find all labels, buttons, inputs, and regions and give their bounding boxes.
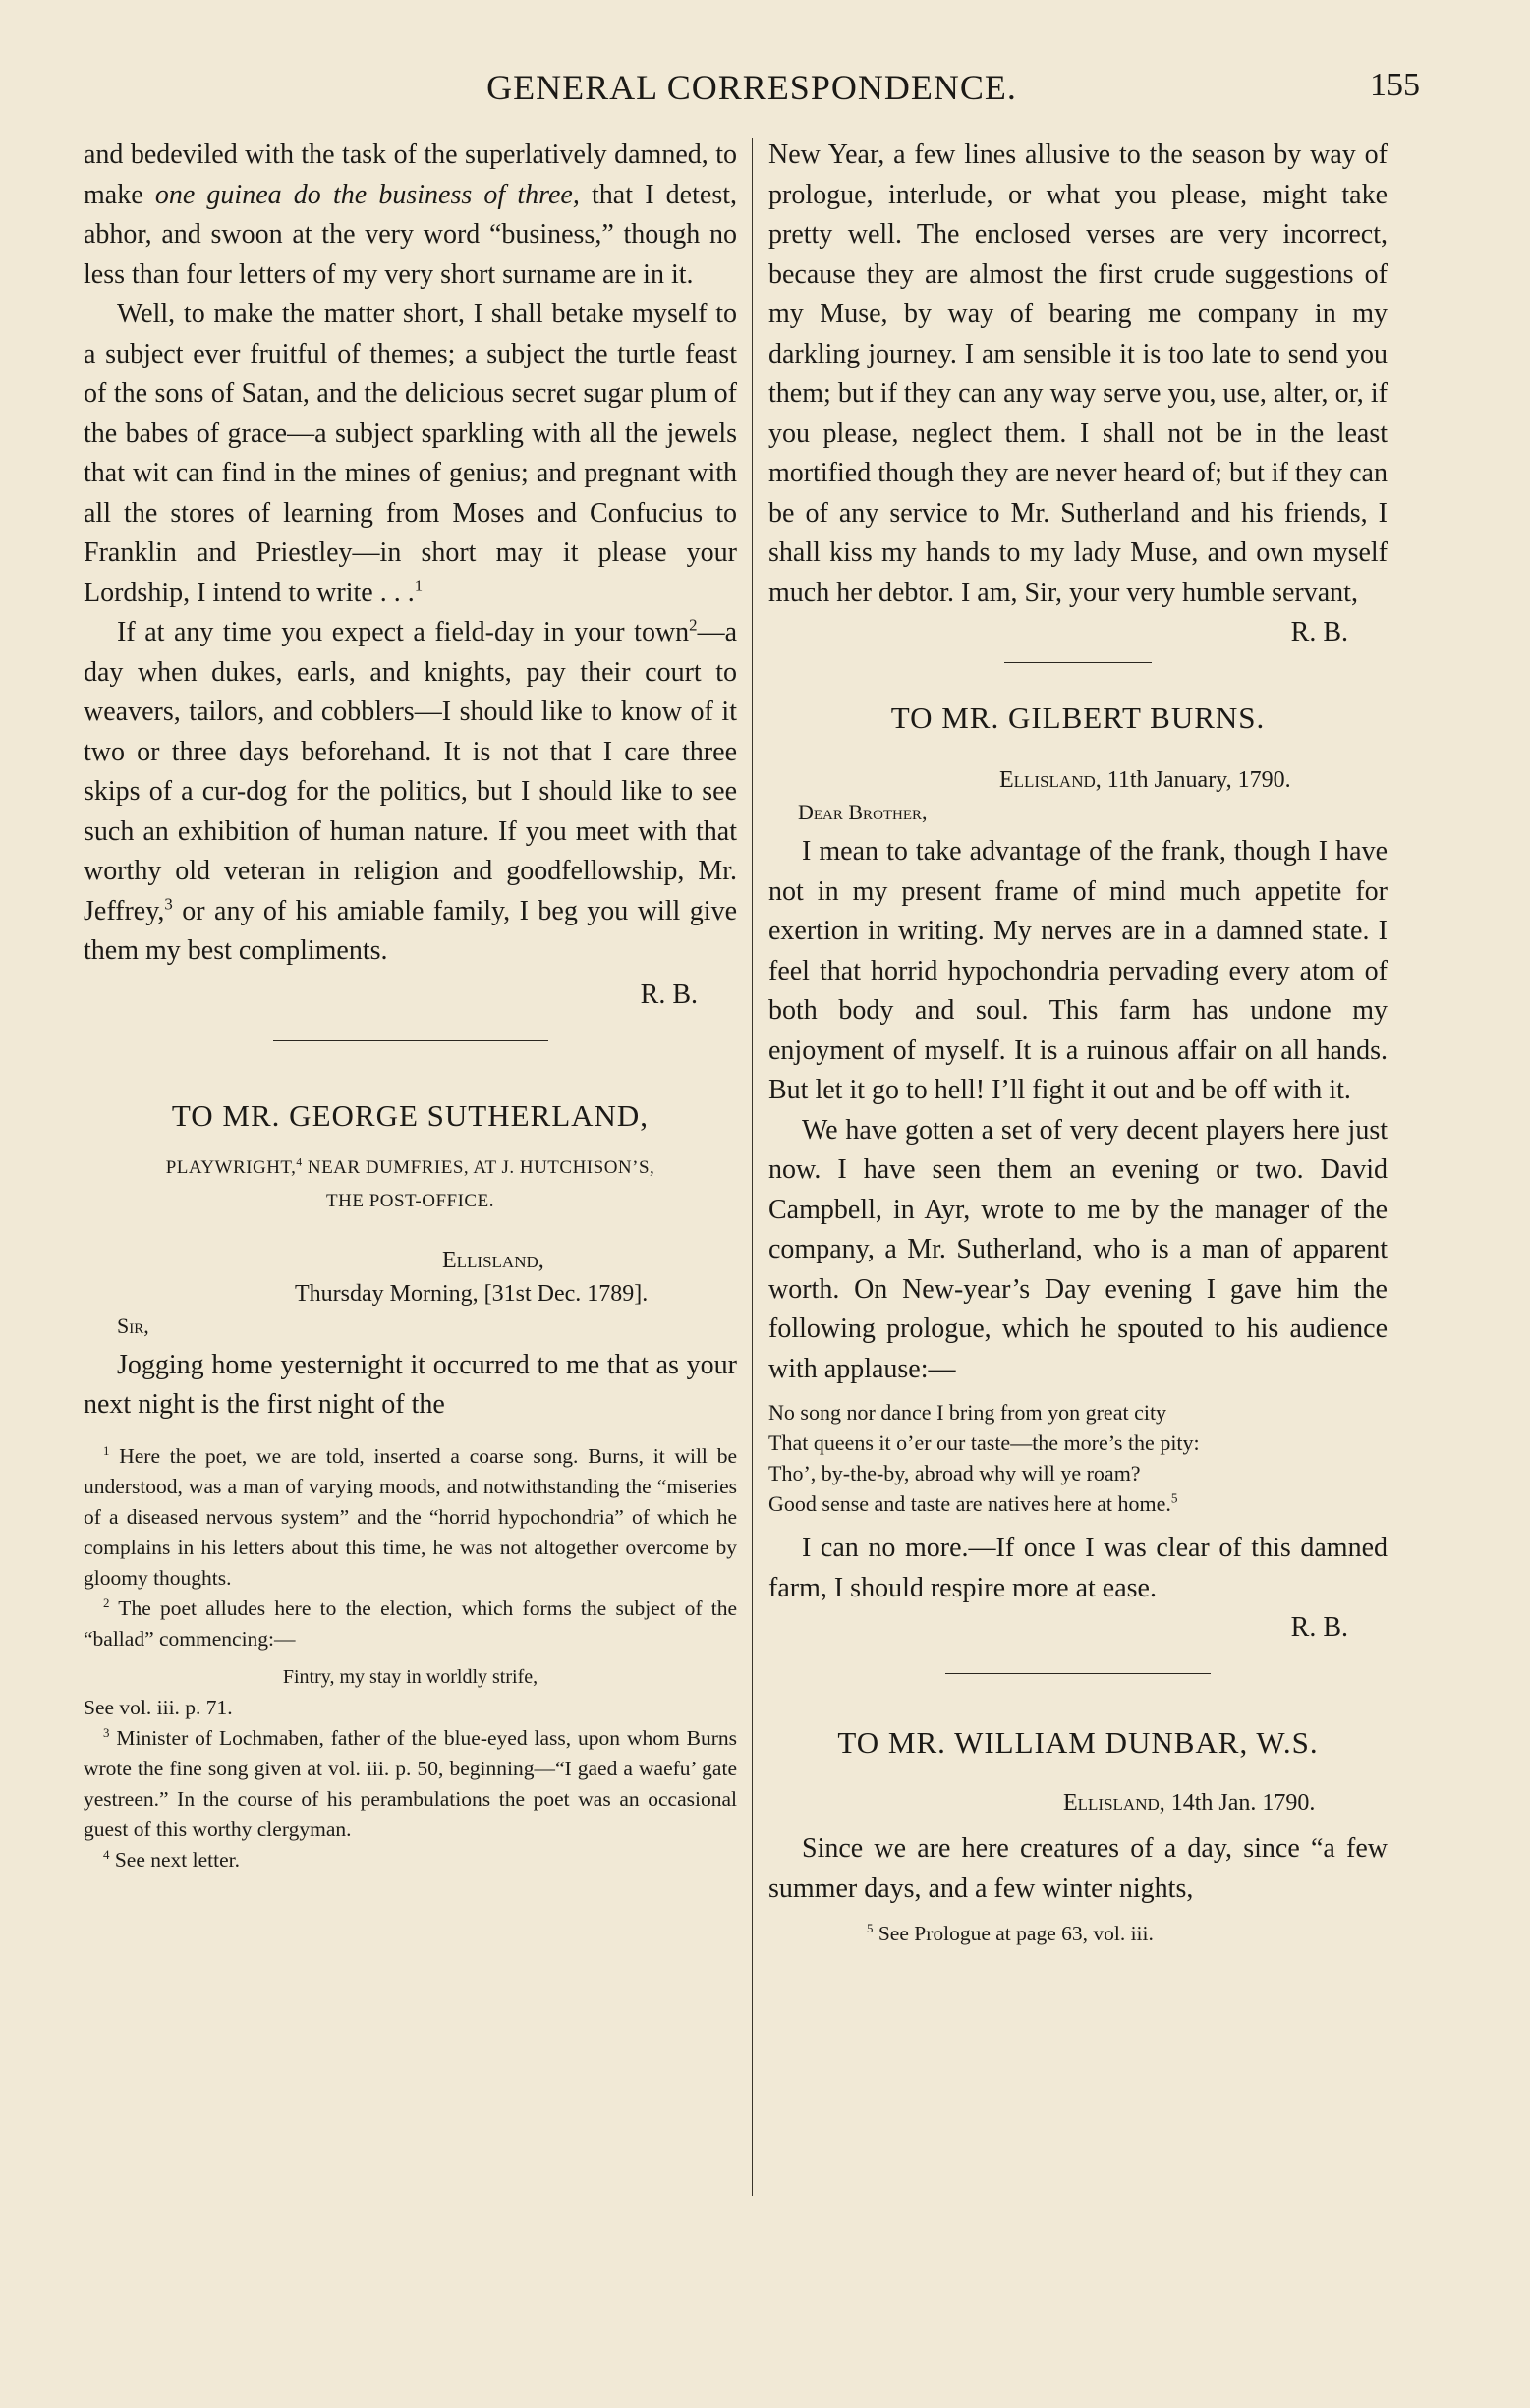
text-run: or any of his amiable family, I beg you will give them my best compliments. [84,895,737,966]
text-run: and bedeviled with the task of the superlatively damned, to make [84,140,737,210]
footnote-number: 4 [103,1847,110,1862]
footnote-ref-line: See vol. iii. p. 71. [84,1695,233,1719]
left-paragraph-1 [84,136,737,295]
left-column [84,136,737,1876]
letter-paragraph: Since we are here creatures of a day, since “a few summer days, and a few winter nights, [768,1833,1388,1904]
section-rule [1004,662,1152,663]
footnote-ref: 1 [414,576,424,595]
text-run: Well, to make the matter short, I shall betake myself to a subject ever fruitful of themes; a subject the turtle feast of the sons of Satan, and the delicious secret sugar plum of the babes of grace—a subject sparkling with all the jewels that wit can find in the mines of genius; and pregnant with all the stores of learning from Moses and Confucius to Franklin and Priestley—in short may it please your Lordship, I intend to write . . . [84,299,737,608]
footnote-quote: Fintry, my stay in worldly strife, [282,1665,538,1688]
italic-phrase: one guinea do the business of three, [154,179,580,210]
footnote-2 [84,1594,737,1654]
letter-address [84,1151,737,1185]
footnote-number: 2 [103,1596,110,1610]
signature: R. B. [1290,617,1348,647]
text-run: The poet alludes here to the election, which forms the subject of the “ballad” commencing:— [84,1596,737,1651]
footnote-1 [84,1441,737,1594]
text-run: Here the poet, we are told, inserted a coarse song. Burns, it will be understood, was a man of varying moods, and notwithstanding the “miseries of a diseased nervous system” and the “horrid hypochondria” of which he complains in his letters about this time, he was not altogether overcome by gloomy thoughts. [84,1443,737,1590]
verse-line: No song nor dance I bring from yon great city [768,1400,1167,1425]
text-run: Minister of Lochmaben, father of the blue-eyed lass, upon whom Burns wrote the fine song given at vol. iii. p. 50, beginning—“I gaed a waefu’ gate yestreen.” In the course of his perambulations the poet was an occasional guest of this worthy clergyman. [84,1725,737,1841]
footnote-number: 1 [103,1443,110,1458]
dateline-date: Thursday Morning, [31st Dec. 1789]. [295,1280,649,1307]
salutation: Dear Brother, [798,800,928,824]
right-column [768,136,1388,1949]
footnote-ref: 2 [689,615,698,635]
verse-block [768,1397,1388,1519]
section-rule [273,1040,548,1041]
running-head: GENERAL CORRESPONDENCE. [486,68,1017,107]
footnote-3 [84,1723,737,1845]
dateline [768,763,1388,797]
text-run: If at any time you expect a field-day in your town [117,617,690,647]
letter-paragraph-1: I mean to take advantage of the frank, though I have not in my present frame of mind much appetite for exertion in writing. My nerves are in a damned state. I feel that horrid hypochondria pervading every atom of both body and soul. This farm has undone my enjoyment of myself. It is a ruinous affair on all hands. But let it go to hell! I’ll fight it out and be off with it. [768,836,1388,1105]
dateline [768,1786,1388,1820]
text-run: See next letter. [109,1847,240,1872]
page-header [84,67,1420,114]
footnote-ref: 3 [164,894,173,914]
left-paragraph-2 [84,295,737,613]
page-number: 155 [1370,67,1420,103]
signature: R. B. [640,979,698,1010]
footnotes [84,1441,737,1876]
footnote-ref: 5 [1170,1490,1178,1506]
signature: R. B. [1290,1612,1348,1643]
verse-line: That queens it o’er our taste—the more’s the pity: [768,1430,1200,1455]
letter-heading: TO MR. GEORGE SUTHERLAND, [171,1097,650,1133]
footnote-number: 3 [103,1725,110,1740]
dateline-date: 11th January, 1790. [1101,767,1291,793]
text-run: See Prologue at page 63, vol. iii. [873,1922,1154,1945]
verse-line: Tho’, by-the-by, abroad why will ye roam? [768,1461,1141,1485]
dateline-date: 14th Jan. 1790. [1164,1790,1316,1816]
salutation: Sir, [117,1313,149,1338]
section-rule [945,1673,1211,1674]
text-run: NEAR DUMFRIES, AT J. HUTCHISON’S, [302,1156,655,1178]
letter-heading: TO MR. WILLIAM DUNBAR, W.S. [837,1725,1319,1760]
letter-paragraph-2: We have gotten a set of very decent players here just now. I have seen them an evening or two. David Campbell, in Ayr, wrote to me by the manager of the company, a Mr. Sutherland, who is a man of apparent worth. On New-year’s Day evening I gave him the following prologue, which he spouted to his audience with applause:— [768,1114,1388,1384]
letter-paragraph-3: I can no more.—If once I was clear of this damned farm, I should respire more at ease. [768,1533,1388,1603]
dateline-place: Ellisland, [442,1247,544,1273]
letter-heading: TO MR. GILBERT BURNS. [890,700,1266,735]
footnote-5 [768,1919,1388,1949]
text-run: Good sense and taste are natives here at home. [768,1491,1171,1516]
text-run: PLAYWRIGHT, [165,1156,297,1178]
column-divider [752,138,753,2196]
left-paragraph-3 [84,613,737,972]
text-run: —a day when dukes, earls, and knights, pay their court to weavers, tailors, and cobblers—I should like to know of it two or three days beforehand. It is not that I care three skips of a cur-dog for the politics, but I should like to see such an exhibition of human nature. If you meet with that worthy old veteran in religion and goodfellowship, Mr. Jeffrey, [84,617,737,926]
footnote-number: 5 [867,1921,874,1935]
dateline-place: Ellisland, [1063,1790,1165,1816]
letter-body: Jogging home yesternight it occurred to me that as your next night is the first night of the [84,1349,737,1420]
footnote-ref: 4 [296,1156,303,1169]
verse-line [768,1488,1388,1519]
dateline-place: Ellisland, [999,767,1102,793]
right-paragraph-1: New Year, a few lines allusive to the season by way of prologue, interlude, or what you please, might take pretty well. The enclosed verses are very incorrect, because they are almost the first crude suggestions of my Muse, by way of bearing me company in my darkling journey. I am sensible it is too late to send you them; but if they can any way serve you, use, alter, or, if you please, neglect them. I shall not be in the least mortified though they are never heard of; but if they can be of any service to Mr. Sutherland and his friends, I shall kiss my hands to my lady Muse, and own myself much her debtor. I am, Sir, your very humble servant, [768,140,1388,608]
text-run: that I detest, abhor, and swoon at the very word “business,” though no less than four letters of my very short surname are in it. [84,179,737,290]
letter-address-line-2: THE POST-OFFICE. [326,1190,494,1211]
footnote-4 [84,1845,737,1876]
